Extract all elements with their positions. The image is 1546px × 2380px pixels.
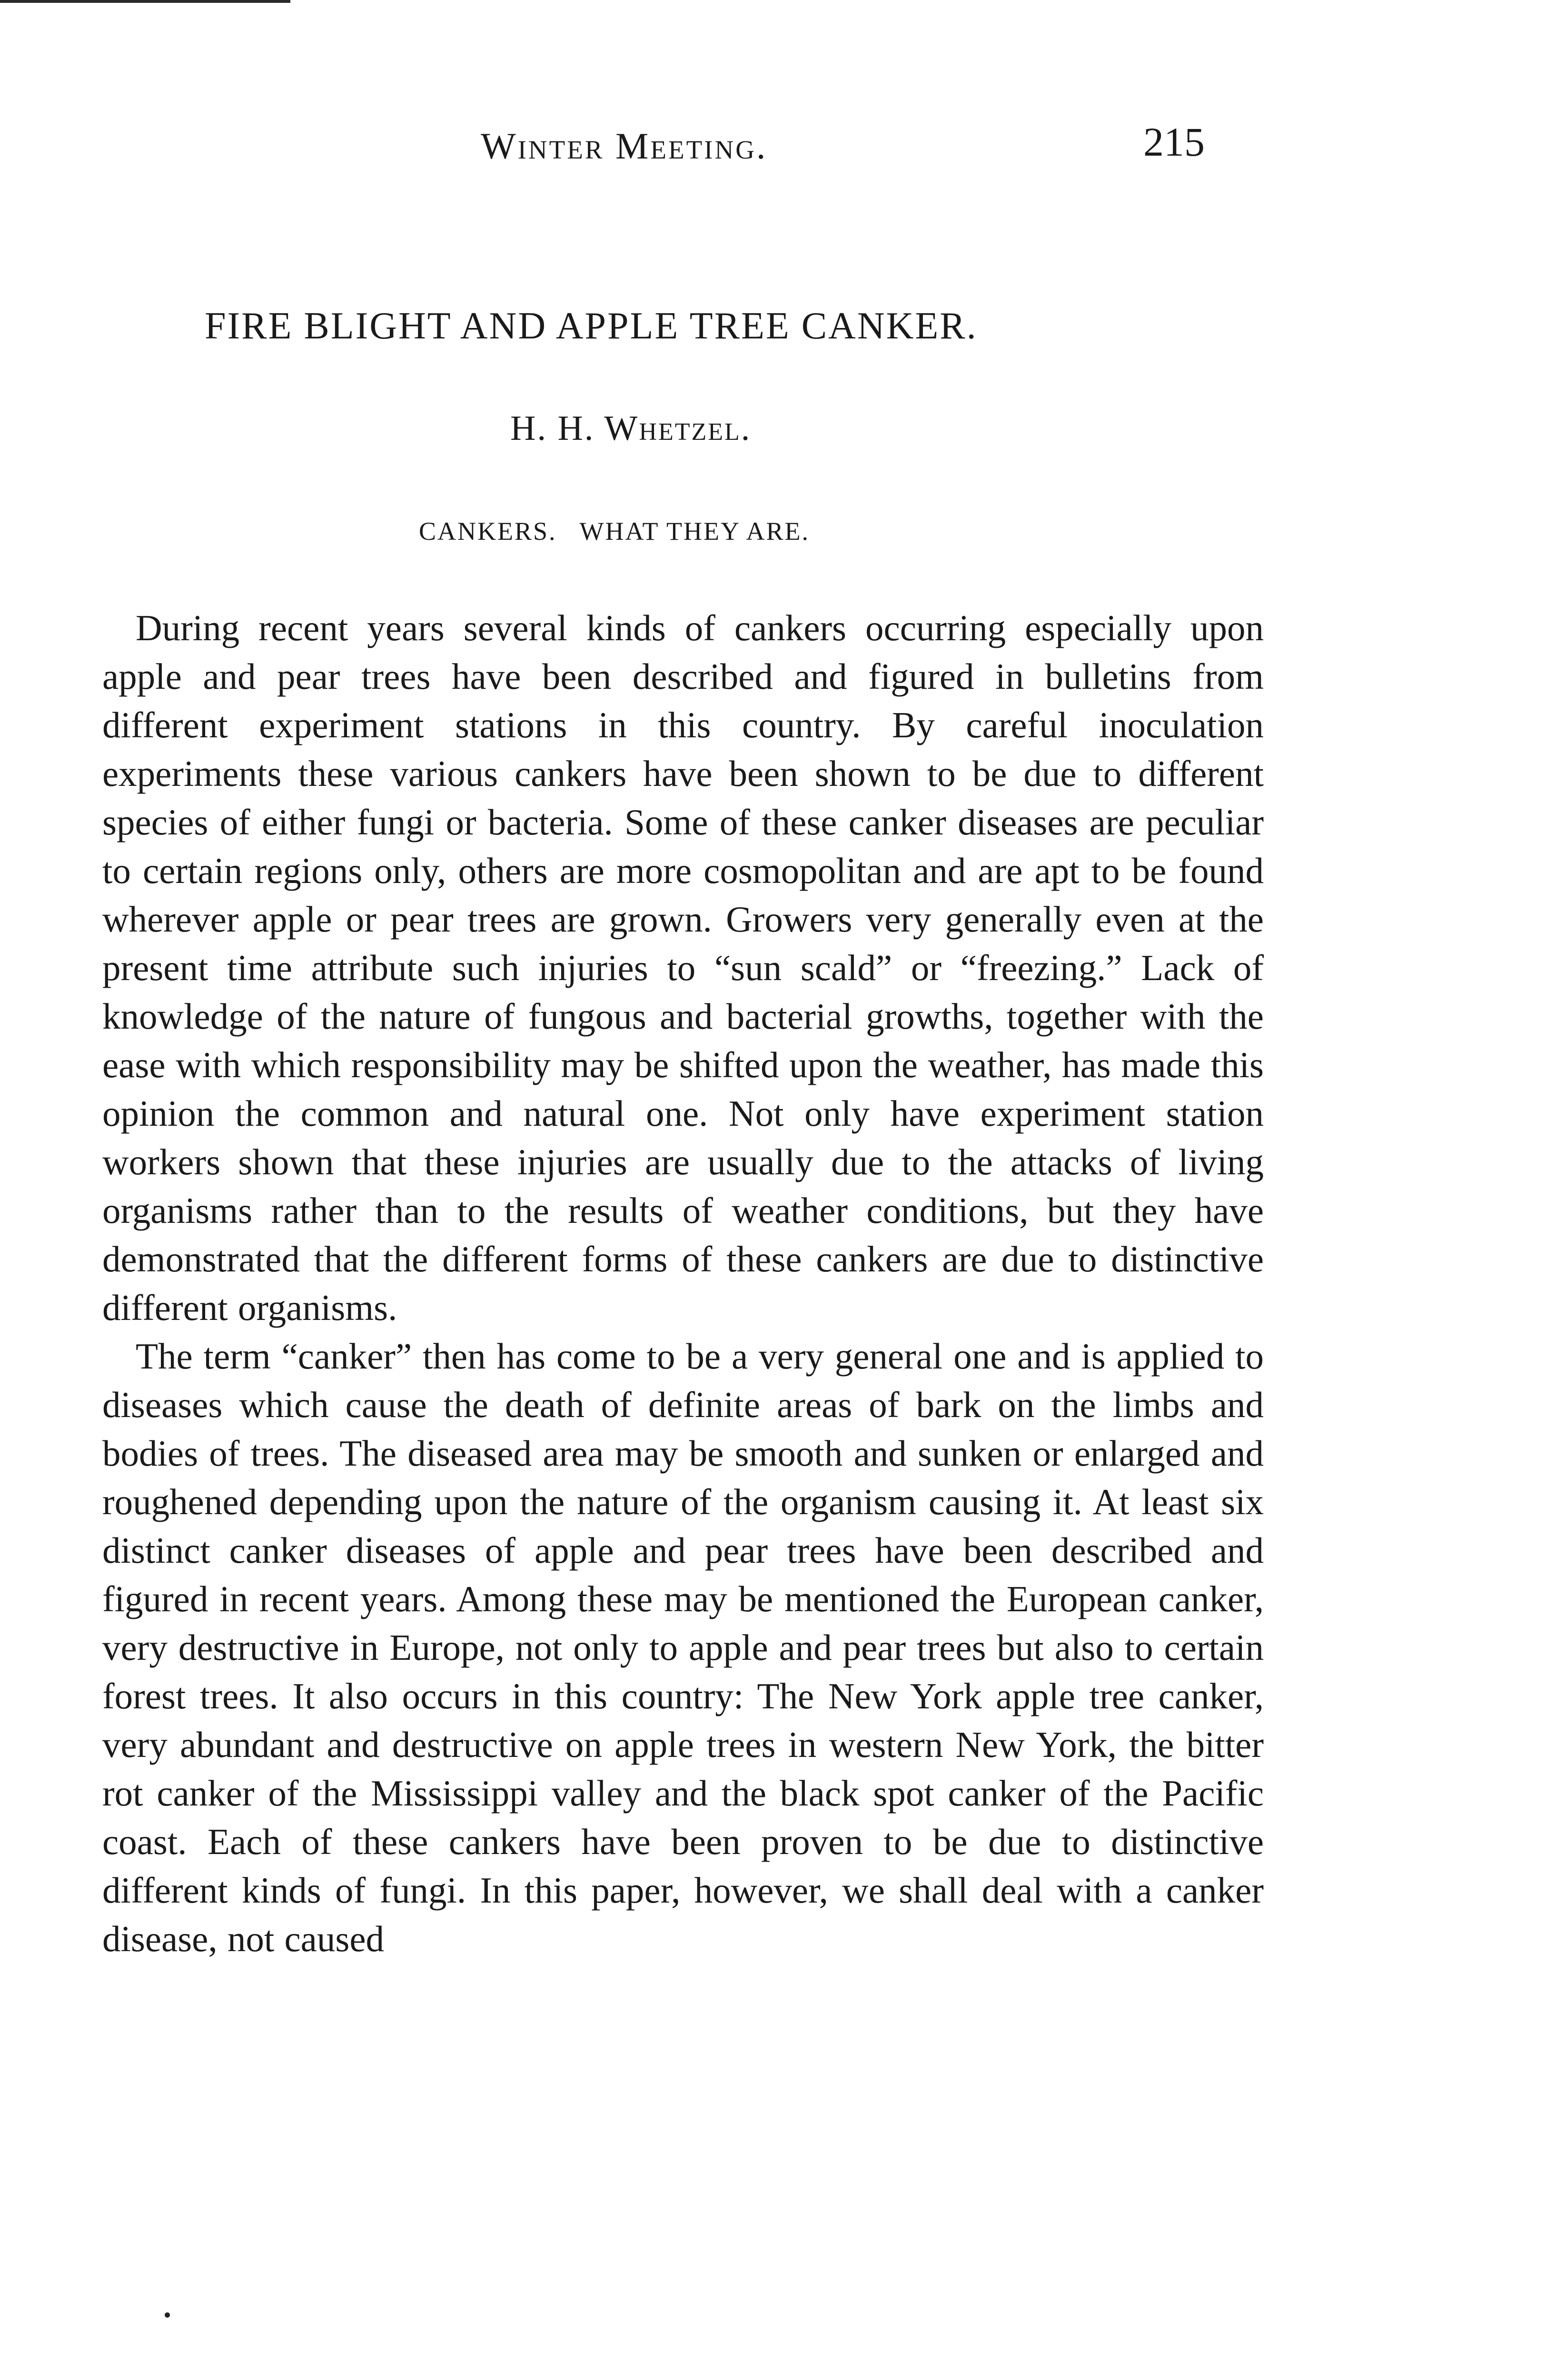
section-heading bbox=[419, 516, 810, 546]
page-number: 215 bbox=[1143, 119, 1205, 165]
body-paragraph-1: During recent years several kinds of cankers occurring especially upon apple and pear trees have been described and figured in bulletins from different experiment stations in this country. By careful inoculation experiments these various cankers have been shown to be due to different species of either fungi or bacteria. Some of these canker diseases are peculiar to certain regions only, others are more cosmopolitan and are apt to be found wherever apple or pear trees are grown. Growers very generally even at the present time attribute such injuries to “sun scald” or “freezing.” Lack of knowledge of the nature of fungous and bacterial growths, together with the ease with which responsibility may be shifted upon the weather, has made this opinion the common and natural one. Not only have experiment station workers shown that these injuries are usually due to the attacks of living organisms rather than to the results of weather conditions, but they have demonstrated that the different forms of these cankers are due to distinctive different organisms. bbox=[102, 607, 1264, 1328]
author-byline: H. H. Whetzel. bbox=[510, 409, 752, 448]
top-edge-rule bbox=[0, 0, 290, 3]
article-body bbox=[102, 604, 1264, 1963]
body-paragraph-2: The term “canker” then has come to be a very general one and is applied to diseases which cause the death of definite areas of bark on the limbs and bodies of trees. The diseased area may be smooth and sunken or enlarged and roughened depending upon the nature of the organism causing it. At least six distinct canker diseases of apple and pear trees have been described and figured in recent years. Among these may be mentioned the European canker, very destructive in Europe, not only to apple and pear trees but also to certain forest trees. It also occurs in this country: The New York apple tree canker, very abundant and destructive on apple trees in western New York, the bitter rot canker of the Mississippi valley and the black spot canker of the Pacific coast. Each of these cankers have been proven to be due to distinctive different kinds of fungi. In this paper, however, we shall deal with a canker disease, not caused bbox=[102, 1336, 1264, 1959]
section-heading-part-1: CANKERS. bbox=[419, 517, 557, 545]
article-title: FIRE BLIGHT AND APPLE TREE CANKER. bbox=[205, 305, 978, 347]
section-heading-part-2: WHAT THEY ARE. bbox=[579, 517, 810, 545]
running-head: Winter Meeting. bbox=[481, 125, 768, 167]
ink-speck bbox=[165, 2312, 170, 2318]
